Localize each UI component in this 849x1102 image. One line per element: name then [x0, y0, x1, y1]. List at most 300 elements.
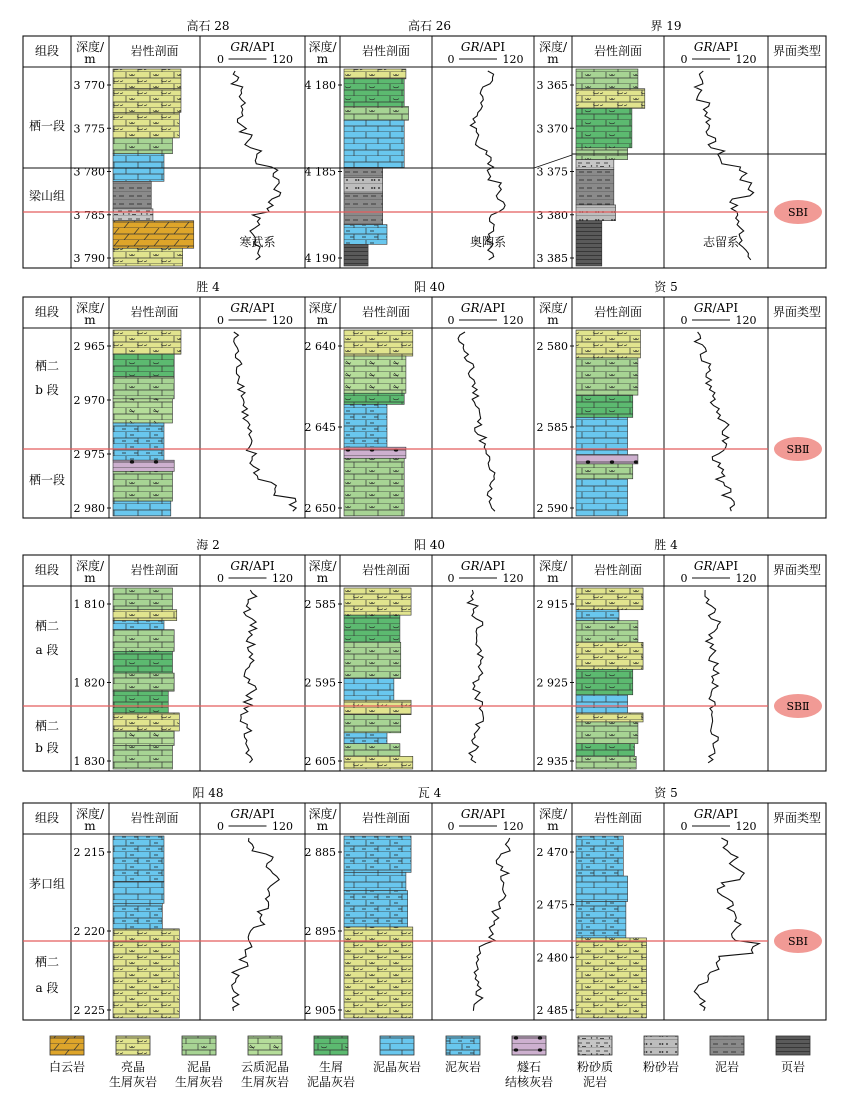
legend-label: 泥灰岩	[444, 1060, 482, 1074]
legend-label: 燧石	[516, 1060, 542, 1074]
section-panel	[23, 279, 826, 518]
lithology-bed	[344, 744, 400, 757]
gr-scale-max: 120	[502, 53, 524, 66]
depth-label: 2 220	[73, 925, 105, 938]
header-interface: 界面类型	[772, 305, 822, 319]
depth-label: 1 810	[73, 598, 105, 611]
lithology-bed	[113, 89, 181, 113]
gr-scale-min: 0	[680, 314, 688, 327]
lithology-bed	[344, 106, 409, 120]
lithology-bed	[113, 471, 173, 501]
gr-curve	[240, 590, 256, 763]
lithology-bed	[113, 929, 179, 1018]
gr-prefix: GR	[693, 40, 713, 54]
gr-unit: /API	[249, 559, 275, 573]
lithology-bed	[113, 713, 179, 731]
header-gr	[230, 40, 274, 54]
lithology-bed	[113, 69, 181, 89]
gr-curve	[695, 71, 754, 260]
header-group: 组段	[34, 563, 60, 577]
well-title: 胜 4	[654, 538, 678, 552]
legend-item	[373, 1036, 421, 1074]
depth-label: 3 370	[536, 122, 568, 136]
gr-scale-max: 120	[272, 820, 293, 833]
well-title: 阳 40	[413, 538, 446, 552]
section-panel	[23, 537, 826, 771]
lithology-bed	[576, 221, 602, 266]
legend-item	[445, 1036, 481, 1074]
depth-label: 2 640	[304, 340, 336, 353]
header-gr	[230, 301, 274, 315]
well-title: 高石 26	[407, 19, 452, 33]
gr-unit: /API	[479, 807, 506, 821]
lithology-bed	[576, 395, 633, 417]
well-title: 瓦 4	[417, 786, 442, 800]
header-lithology: 岩性剖面	[361, 563, 411, 577]
depth-label: 2 580	[536, 340, 568, 353]
lithology-bed	[344, 715, 401, 733]
lithology-bed	[576, 902, 626, 938]
depth-label: 2 590	[536, 502, 568, 515]
legend-label: 生屑灰岩	[108, 1075, 158, 1089]
legend-item	[109, 1036, 157, 1089]
gr-prefix: GR	[693, 559, 713, 573]
header-depth-unit: m	[316, 52, 329, 66]
legend-label: 生屑	[318, 1060, 344, 1074]
lithology-bed	[576, 876, 628, 901]
legend-swatch	[116, 1036, 150, 1055]
header-depth-unit: m	[547, 313, 559, 327]
depth-label: 2 485	[536, 1004, 568, 1017]
lithology-bed	[576, 695, 628, 713]
gr-unit: /API	[249, 807, 275, 821]
header-gr	[461, 807, 505, 821]
lithology-bed	[344, 393, 404, 404]
legend-swatch	[578, 1036, 612, 1055]
legend-label: 泥岩	[714, 1060, 740, 1074]
legend-swatch	[380, 1036, 414, 1055]
depth-label: 3 380	[536, 208, 568, 222]
header-depth: 深度/	[75, 807, 105, 821]
legend-item	[710, 1036, 744, 1074]
section-panel	[23, 18, 826, 268]
lithology-bed	[344, 193, 383, 225]
group-label: b 段	[35, 741, 59, 755]
legend-label: 云质泥晶	[240, 1060, 290, 1074]
legend-swatch	[512, 1036, 546, 1055]
depth-label: 2 595	[304, 676, 336, 690]
group-label: b 段	[35, 383, 59, 397]
depth-label: 4 180	[304, 79, 336, 92]
lithology-bed	[344, 79, 404, 107]
lithology-bed	[576, 169, 614, 204]
depth-label: 3 385	[536, 252, 568, 265]
lithology-bed	[576, 610, 619, 621]
lithology-bed	[113, 221, 194, 249]
header-depth: 深度/	[75, 40, 105, 54]
lithology-bed	[344, 588, 411, 615]
legend-label: 泥晶灰岩	[306, 1075, 356, 1089]
lithology-bed	[344, 69, 406, 79]
gr-curve	[231, 71, 280, 260]
gr-scale-max: 120	[735, 820, 757, 833]
depth-label: 3 780	[73, 165, 105, 179]
group-label: a 段	[35, 643, 59, 657]
depth-label: 1 820	[73, 676, 105, 690]
gr-scale-min: 0	[447, 53, 455, 66]
header-gr	[230, 559, 274, 573]
well-title: 资 5	[654, 280, 678, 294]
legend-label: 泥晶灰岩	[372, 1060, 422, 1074]
depth-label: 2 980	[73, 502, 105, 515]
lithology-bed	[576, 722, 638, 744]
lithology-bed	[576, 455, 638, 464]
header-depth-unit: m	[547, 571, 559, 585]
group-label: 栖二	[34, 359, 60, 373]
lithology-bed	[113, 138, 173, 154]
lithology-bed	[344, 225, 387, 245]
gr-scale-max: 120	[272, 314, 293, 327]
well-title: 界 19	[650, 19, 682, 33]
legend-label: 泥岩	[582, 1075, 608, 1089]
lithology-bed	[576, 669, 633, 694]
header-gr	[461, 559, 505, 573]
depth-label: 2 965	[73, 340, 105, 353]
lithology-bed	[576, 108, 632, 147]
depth-label: 1 830	[73, 755, 105, 768]
gr-curve	[468, 590, 484, 763]
depth-label: 2 585	[304, 598, 336, 611]
legend-label: 亮晶	[120, 1060, 146, 1074]
gr-scale-min: 0	[217, 820, 224, 833]
legend-swatch	[248, 1036, 282, 1055]
group-label: 梁山组	[28, 189, 66, 203]
gr-curve	[458, 332, 495, 511]
lithology-bed	[576, 205, 616, 221]
depth-label: 2 215	[73, 846, 105, 859]
header-depth: 深度/	[308, 40, 337, 54]
header-lithology: 岩性剖面	[361, 811, 411, 825]
gr-unit: /API	[712, 559, 739, 573]
lithology-bed	[576, 756, 636, 769]
header-depth: 深度/	[538, 559, 568, 573]
lithology-bed	[576, 588, 643, 610]
gr-scale-max: 120	[735, 572, 757, 585]
lithology-bed	[576, 938, 647, 1018]
depth-label: 2 475	[536, 898, 568, 912]
lithology-bed	[344, 615, 400, 642]
header-depth: 深度/	[538, 807, 568, 821]
gr-scale-max: 120	[502, 820, 524, 833]
header-depth-unit: m	[84, 819, 96, 833]
group-label: 栖二	[34, 719, 60, 733]
well-title: 高石 28	[186, 19, 230, 33]
gr-prefix: GR	[460, 40, 480, 54]
lithology-bed	[344, 700, 411, 714]
gr-prefix: GR	[230, 559, 250, 573]
gr-curve	[470, 71, 505, 260]
system-annotation: 寒武系	[239, 235, 276, 249]
group-label: 栖二	[34, 619, 60, 633]
legend-label: 页岩	[780, 1060, 806, 1074]
depth-label: 3 785	[73, 208, 105, 222]
well-title: 阳 40	[413, 280, 446, 294]
header-depth-unit: m	[316, 313, 329, 327]
depth-label: 2 925	[536, 676, 568, 690]
depth-label: 2 470	[536, 846, 568, 859]
depth-label: 2 225	[73, 1004, 105, 1017]
gr-prefix: GR	[460, 301, 480, 315]
header-lithology: 岩性剖面	[361, 305, 411, 319]
gr-scale-max: 120	[502, 314, 524, 327]
gr-unit: /API	[712, 40, 739, 54]
lithology-bed	[113, 154, 164, 182]
sequence-boundary-label: SBⅡ	[786, 443, 810, 456]
depth-label: 2 975	[73, 448, 105, 461]
gr-unit: /API	[479, 40, 506, 54]
gr-unit: /API	[249, 40, 275, 54]
lithology-bed	[576, 89, 645, 109]
lithology-bed	[576, 744, 634, 757]
header-lithology: 岩性剖面	[361, 44, 411, 58]
lithology-bed	[344, 679, 394, 701]
lithology-bed	[113, 377, 174, 399]
lithology-bed	[113, 354, 174, 376]
legend-label: 生屑灰岩	[174, 1075, 224, 1089]
depth-label: 2 970	[73, 394, 105, 407]
header-depth-unit: m	[84, 313, 96, 327]
gr-scale-min: 0	[680, 53, 688, 66]
lithology-bed	[576, 642, 643, 669]
legend-item	[643, 1036, 679, 1074]
group-label: a 段	[35, 981, 59, 995]
header-depth-unit: m	[547, 52, 559, 66]
gr-prefix: GR	[693, 301, 713, 315]
system-annotation: 志留系	[702, 235, 740, 249]
header-interface: 界面类型	[772, 44, 822, 58]
depth-label: 2 905	[304, 1004, 336, 1017]
header-gr	[461, 40, 505, 54]
header-lithology: 岩性剖面	[130, 44, 179, 58]
lithology-bed	[344, 458, 404, 516]
depth-label: 2 645	[304, 421, 336, 434]
sequence-boundary-label: SBⅡ	[786, 700, 810, 713]
depth-label: 2 935	[536, 755, 568, 768]
gr-curve	[705, 590, 720, 763]
lithology-bed	[113, 630, 174, 652]
group-label: 栖一段	[28, 119, 66, 133]
legend-swatch	[644, 1036, 678, 1055]
gr-prefix: GR	[693, 807, 713, 821]
lithology-bed	[344, 404, 387, 447]
header-depth-unit: m	[316, 819, 329, 833]
depth-label: 4 190	[304, 252, 336, 265]
legend-item	[175, 1036, 223, 1089]
gr-scale-max: 120	[502, 572, 524, 585]
lithology-bed	[344, 168, 383, 178]
depth-label: 2 585	[536, 421, 568, 434]
lithology-bed	[576, 479, 628, 516]
gr-unit: /API	[249, 301, 275, 315]
lithology-bed	[576, 836, 623, 876]
group-label: 茅口组	[28, 877, 66, 891]
header-depth: 深度/	[308, 559, 337, 573]
lithology-bed	[576, 330, 641, 358]
depth-label: 3 790	[73, 252, 105, 265]
lithology-bed	[576, 464, 633, 479]
gr-scale-max: 120	[272, 53, 293, 66]
lithology-bed	[113, 181, 151, 209]
depth-label: 2 650	[304, 502, 336, 515]
gr-scale-min: 0	[447, 820, 455, 833]
gr-prefix: GR	[230, 807, 250, 821]
well-title: 资 5	[654, 786, 678, 800]
depth-label: 2 885	[304, 846, 336, 859]
legend-swatch	[710, 1036, 744, 1055]
gr-unit: /API	[479, 301, 506, 315]
gr-scale-min: 0	[217, 314, 224, 327]
header-gr	[694, 40, 738, 54]
gr-unit: /API	[479, 559, 506, 573]
header-depth: 深度/	[538, 301, 568, 315]
depth-label: 2 915	[536, 598, 568, 611]
lithology-bed	[113, 423, 164, 460]
lithology-bed	[344, 756, 413, 769]
depth-label: 4 185	[304, 165, 336, 179]
lithology-bed	[113, 882, 164, 904]
legend-item	[776, 1036, 810, 1074]
lithology-bed	[344, 120, 404, 167]
lithology-bed	[576, 621, 638, 643]
header-group: 组段	[34, 44, 60, 58]
legend-item	[49, 1036, 85, 1074]
legend-swatch	[446, 1036, 480, 1055]
lithology-bed	[576, 713, 643, 722]
lithology-bed	[344, 733, 387, 744]
gr-curve	[234, 332, 297, 511]
header-gr	[694, 807, 738, 821]
sequence-boundary-label: SBⅠ	[788, 935, 808, 948]
legend-item	[241, 1036, 289, 1089]
gr-curve	[232, 838, 280, 1011]
gr-curve	[695, 332, 735, 511]
gr-prefix: GR	[230, 301, 250, 315]
header-gr	[230, 807, 274, 821]
gr-curve	[473, 838, 510, 1011]
header-depth-unit: m	[84, 571, 96, 585]
legend-swatch	[50, 1036, 84, 1055]
lithology-bed	[113, 673, 174, 691]
well-title: 海 2	[196, 538, 220, 552]
header-group: 组段	[34, 811, 60, 825]
depth-label: 3 365	[536, 79, 568, 92]
lithology-bed	[113, 501, 171, 516]
lithology-bed	[576, 69, 638, 89]
legend-label: 白云岩	[48, 1060, 86, 1074]
legend-label: 泥晶	[186, 1060, 212, 1074]
lithology-bed	[113, 745, 173, 769]
depth-label: 2 480	[536, 951, 568, 965]
sequence-boundary-label: SBⅠ	[788, 206, 808, 219]
legend-item	[307, 1036, 355, 1089]
lithology-bed	[113, 588, 173, 610]
header-lithology: 岩性剖面	[593, 305, 643, 319]
header-depth-unit: m	[547, 819, 559, 833]
lithology-bed	[113, 460, 174, 471]
lithology-bed	[113, 112, 179, 138]
header-lithology: 岩性剖面	[130, 811, 179, 825]
gr-curve	[694, 838, 759, 1011]
header-depth: 深度/	[308, 301, 337, 315]
lithology-bed	[113, 731, 174, 745]
lithology-bed	[344, 642, 401, 678]
gr-prefix: GR	[460, 807, 480, 821]
header-interface: 界面类型	[772, 811, 822, 825]
header-depth-unit: m	[84, 52, 96, 66]
lithology-bed	[344, 872, 406, 890]
legend-label: 粉砂岩	[642, 1060, 680, 1074]
header-depth-unit: m	[316, 571, 329, 585]
gr-scale-max: 120	[735, 53, 757, 66]
lithology-bed	[113, 330, 181, 354]
system-annotation: 奥陶系	[469, 235, 507, 249]
depth-label: 3 375	[536, 165, 568, 179]
lithology-bed	[344, 330, 413, 356]
lithology-bed	[113, 651, 173, 673]
legend-swatch	[776, 1036, 810, 1055]
header-depth: 深度/	[538, 40, 568, 54]
lithology-bed	[113, 836, 164, 882]
gr-prefix: GR	[460, 559, 480, 573]
header-depth: 深度/	[75, 559, 105, 573]
depth-label: 3 775	[73, 122, 105, 136]
lithology-bed	[113, 621, 164, 630]
lithology-bed	[344, 836, 411, 872]
header-lithology: 岩性剖面	[593, 811, 643, 825]
header-group: 组段	[34, 305, 60, 319]
gr-unit: /API	[712, 807, 739, 821]
header-gr	[694, 559, 738, 573]
group-label: 栖二	[34, 955, 60, 969]
lithology-bed	[113, 399, 173, 423]
header-depth: 深度/	[308, 807, 337, 821]
gr-prefix: GR	[230, 40, 250, 54]
legend-label: 结核灰岩	[504, 1075, 554, 1089]
lithology-bed	[113, 691, 168, 713]
legend-swatch	[314, 1036, 348, 1055]
depth-label: 2 895	[304, 925, 336, 938]
legend-label: 生屑灰岩	[240, 1075, 290, 1089]
legend-item	[505, 1036, 553, 1089]
well-title: 胜 4	[196, 280, 220, 294]
lithology-bed	[344, 177, 383, 193]
gr-scale-min: 0	[447, 572, 455, 585]
gr-scale-min: 0	[680, 820, 688, 833]
lithology-bed	[344, 356, 406, 393]
depth-label: 3 770	[73, 79, 105, 92]
gr-scale-max: 120	[735, 314, 757, 327]
legend-item	[577, 1036, 613, 1089]
gr-unit: /API	[712, 301, 739, 315]
gr-scale-min: 0	[217, 53, 224, 66]
lithology-bed	[576, 358, 638, 395]
header-gr	[461, 301, 505, 315]
header-lithology: 岩性剖面	[593, 44, 643, 58]
section-panel	[23, 785, 826, 1020]
header-lithology: 岩性剖面	[130, 563, 179, 577]
legend-swatch	[182, 1036, 216, 1055]
lithology-bed	[113, 610, 177, 621]
